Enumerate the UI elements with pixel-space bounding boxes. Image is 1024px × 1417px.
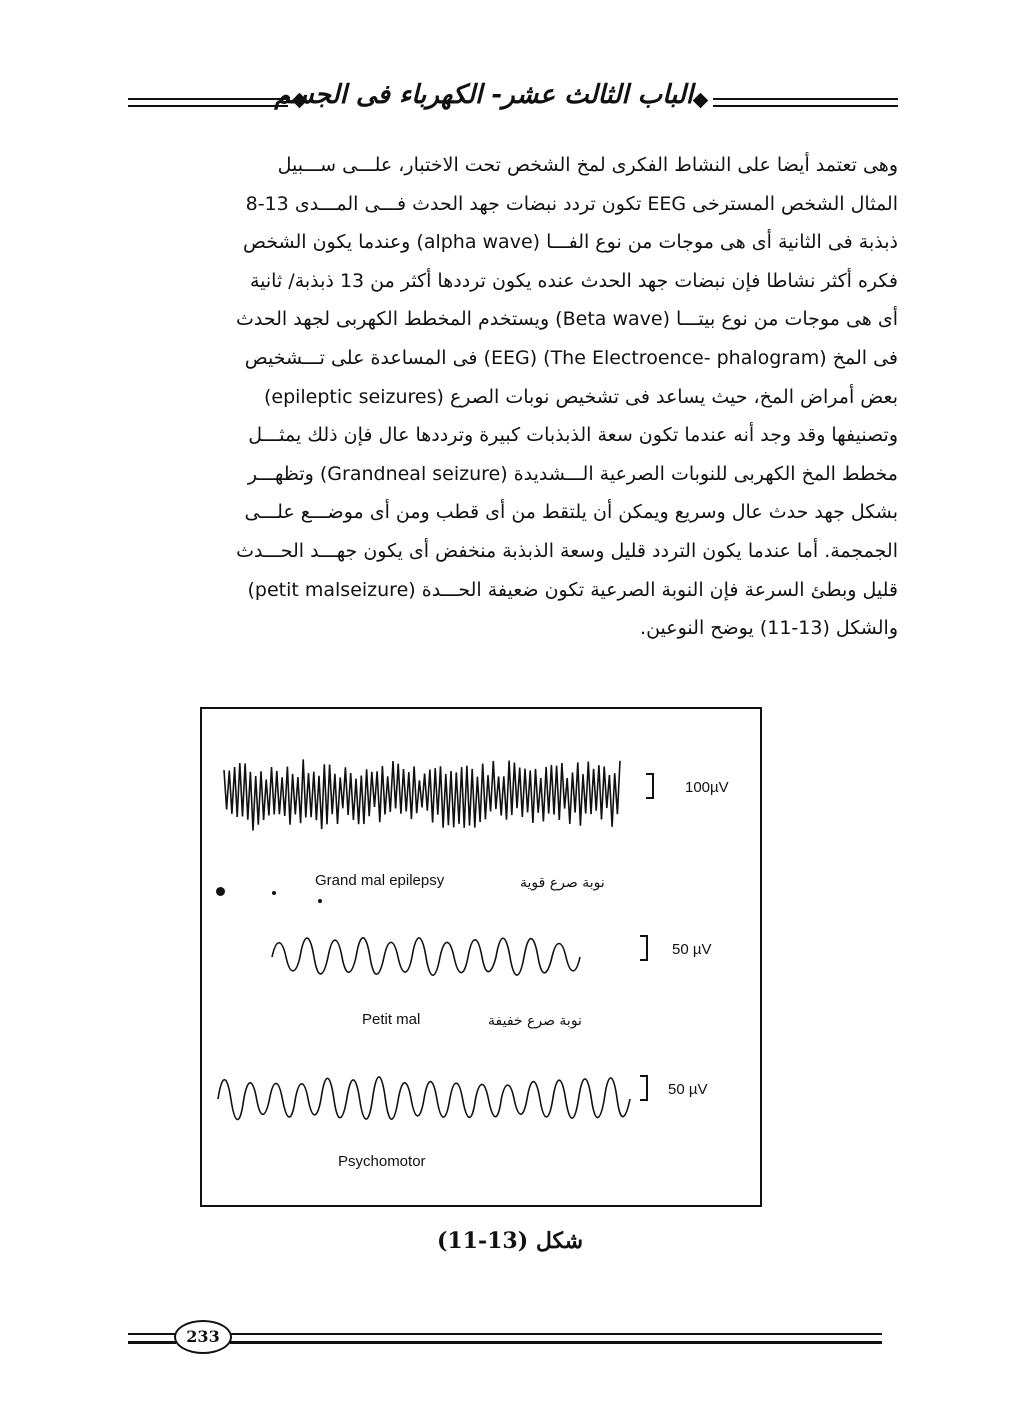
text-line: بعض أمراض المخ، حيث يساعد فى تشخيص نوبات الصرع (epileptic seizures) — [263, 385, 898, 408]
text-line: وتصنيفها وقد وجد أنه عندما تكون سعة الذبذبات كبيرة وترددها عال فإن ذلك يمثـــل — [248, 424, 898, 447]
psychomotor-trace — [218, 1077, 630, 1120]
header-rule-left — [128, 98, 288, 107]
petit-mal-arabic-label: نوبة صرع خفيفة — [488, 1013, 582, 1029]
dot-marker — [318, 899, 322, 903]
text-line: قليل وبطئ السرعة فإن النوبة الصرعية تكون ضعيفة الحـــدة (petit malseizure) — [247, 578, 898, 601]
body-paragraph — [128, 146, 898, 648]
psychomotor-label: Psychomotor — [338, 1153, 426, 1170]
page-footer — [128, 1320, 898, 1360]
header-rule-right — [713, 98, 898, 107]
text-line: فى المخ (The Electroence- phalogram) (EEG) فى المساعدة على تـــشخيص — [244, 346, 898, 369]
chapter-title: الباب الثالث عشر- الكهرباء فى الجسم — [274, 80, 693, 110]
text-line: بشكل جهد حدث عال وسريع ويمكن أن يلتقط من أى قطب ومن أى موضـــع علـــى — [244, 501, 898, 524]
scale-label: 50 µV — [672, 941, 712, 958]
text-line: فكره أكثر نشاطا فإن نبضات جهد الحدث عنده يكون ترددها أكثر من 13 ذبذبة/ ثانية — [249, 269, 898, 292]
footer-rule-left — [128, 1333, 176, 1344]
text-line: وهى تعتمد أيضا على النشاط الفكرى لمخ الشخص تحت الاختبار، علـــى ســـبيل — [277, 154, 898, 176]
scale-bracket — [646, 773, 654, 799]
text-line: والشكل (13-11) يوضح النوعين. — [640, 617, 898, 640]
chapter-header — [128, 78, 898, 126]
grand-mal-arabic-label: نوبة صرع قوية — [520, 875, 605, 891]
petit-mal-trace — [272, 938, 580, 975]
text-line: أى هى موجات من نوع بيتـــا (Beta wave) ويستخدم المخطط الكهربى لجهد الحدث — [236, 308, 898, 331]
header-diamond-right — [693, 93, 709, 109]
scale-bracket — [640, 935, 648, 961]
petit-mal-label: Petit mal — [362, 1011, 421, 1028]
text-line: مخطط المخ الكهربى للنوبات الصرعية الـــشديدة (Grandneal seizure) وتظهـــر — [247, 462, 898, 485]
dot-marker — [216, 887, 225, 896]
scale-label: 100µV — [685, 779, 729, 796]
text-line: المثال الشخص المسترخى EEG تكون تردد نبضات جهد الحدث فـــى المـــدى 13-8 — [245, 192, 898, 215]
text-line: الجمجمة. أما عندما يكون التردد قليل وسعة الذبذبة منخفض أى يكون جهـــد الحـــدث — [236, 539, 898, 562]
text-line: ذبذبة فى الثانية أى هى موجات من نوع الفـــا (alpha wave) وعندما يكون الشخص — [242, 231, 898, 254]
eeg-figure — [200, 707, 762, 1207]
dot-marker — [272, 891, 276, 895]
grand-mal-trace — [224, 759, 620, 830]
scale-bracket — [640, 1075, 648, 1101]
figure-caption: شكل (13-11) — [436, 1228, 584, 1254]
scale-label: 50 µV — [668, 1081, 708, 1098]
footer-rule-right — [230, 1333, 882, 1344]
grand-mal-label: Grand mal epilepsy — [315, 872, 445, 889]
page-number: 233 — [174, 1320, 232, 1354]
